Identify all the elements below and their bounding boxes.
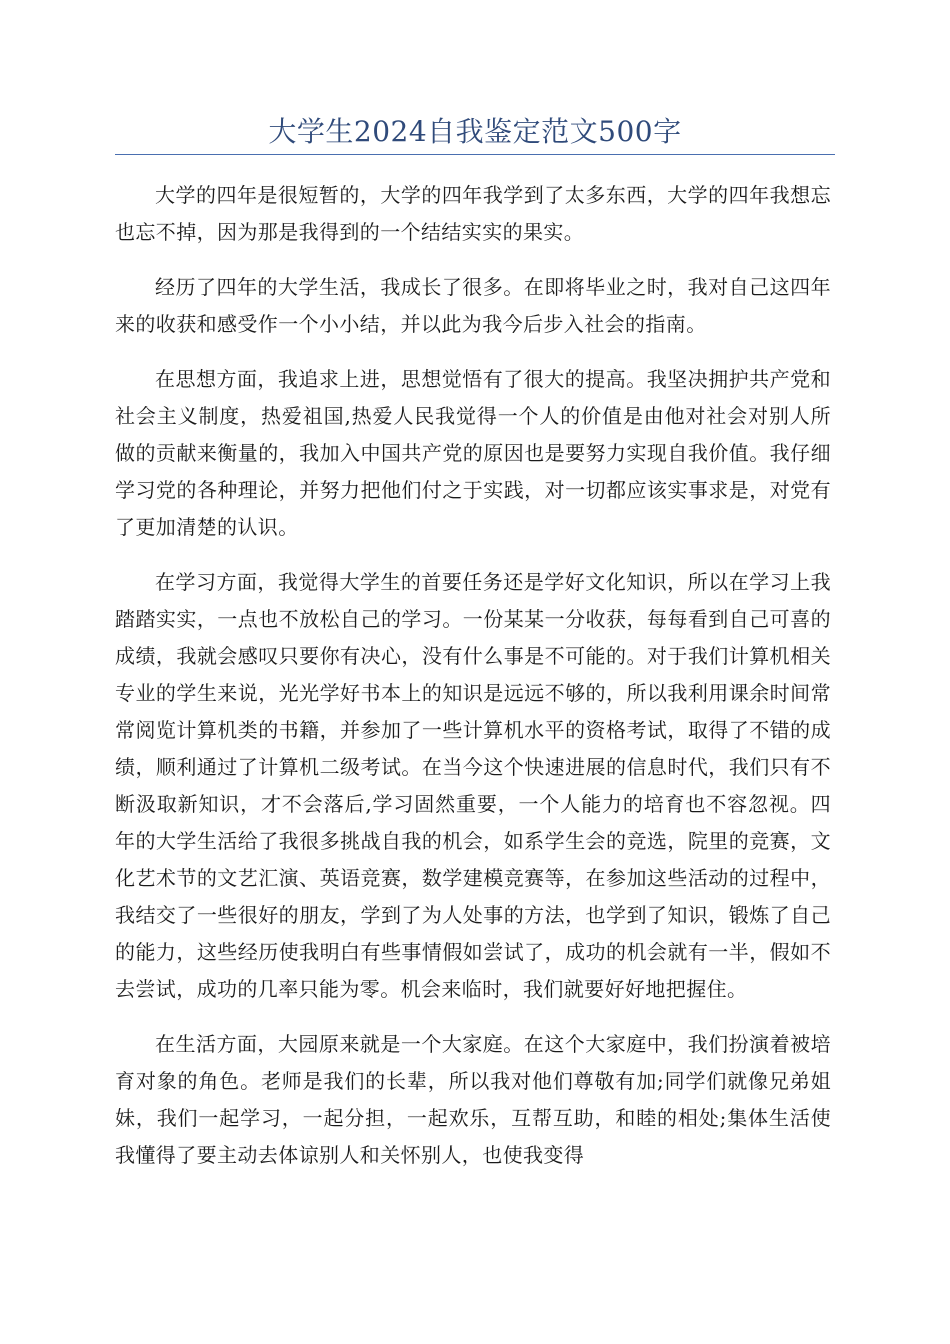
paragraph-ideology: 在思想方面，我追求上进，思想觉悟有了很大的提高。我坚决拥护共产党和社会主义制度，热爱祖国,热爱人民我觉得一个人的价值是由他对社会对别人所做的贡献来衡量的，我加入中国共产党的原因也是要努力实现自我价值。我仔细学习党的各种理论，并努力把他们付之于实践，对一切都应该实事求是，对党有了更加清楚的认识。	[115, 367, 831, 539]
paragraph-life: 在生活方面，大园原来就是一个大家庭。在这个大家庭中，我们扮演着被培育对象的角色。老师是我们的长辈，所以我对他们尊敬有加;同学们就像兄弟姐妹，我们一起学习，一起分担，一起欢乐，互帮互助，和睦的相处;集体生活使我懂得了要主动去体谅别人和关怀别人，也使我变得	[115, 1032, 831, 1167]
paragraph-study: 在学习方面，我觉得大学生的首要任务还是学好文化知识，所以在学习上我踏踏实实，一点也不放松自己的学习。一份某某一分收获，每每看到自己可喜的成绩，我就会感叹只要你有决心，没有什么事是不可能的。对于我们计算机相关专业的学生来说，光光学好书本上的知识是远远不够的，所以我利用课余时间常常阅览计算机类的书籍，并参加了一些计算机水平的资格考试，取得了不错的成绩，顺利通过了计算机二级考试。在当今这个快速进展的信息时代，我们只有不断汲取新知识，才不会落后,学习固然重要，一个人能力的培育也不容忽视。四年的大学生活给了我很多挑战自我的机会，如系学生会的竞选，院里的竞赛，文化艺术节的文艺汇演、英语竞赛，数学建模竞赛等，在参加这些活动的过程中，我结交了一些很好的朋友，学到了为人处事的方法，也学到了知识，锻炼了自己的能力，这些经历使我明白有些事情假如尝试了，成功的机会就有一半，假如不去尝试，成功的几率只能为零。机会来临时，我们就要好好地把握住。	[115, 570, 831, 1001]
paragraph-intro: 大学的四年是很短暂的，大学的四年我学到了太多东西，大学的四年我想忘也忘不掉，因为那是我得到的一个结结实实的果实。	[115, 183, 831, 244]
title-underline	[115, 154, 835, 155]
paragraph-summary: 经历了四年的大学生活，我成长了很多。在即将毕业之时，我对自己这四年来的收获和感受作一个小小结，并以此为我今后步入社会的指南。	[115, 275, 831, 336]
document-body	[115, 177, 831, 1192]
document-title: 大学生2024自我鉴定范文500字	[268, 115, 682, 148]
